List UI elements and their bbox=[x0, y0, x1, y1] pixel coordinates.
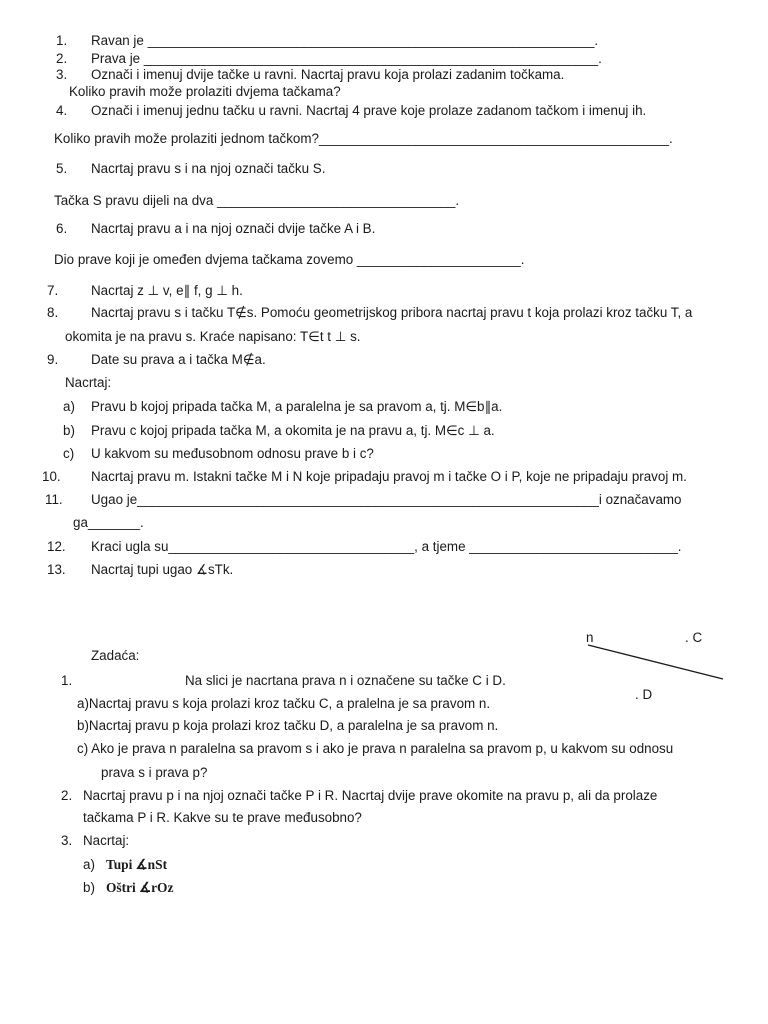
item-9-number: 9. bbox=[47, 352, 59, 367]
item-9c-number: c) bbox=[63, 446, 75, 461]
item-9-instruction: Nacrtaj: bbox=[65, 375, 112, 390]
line-n-figure bbox=[575, 620, 735, 710]
item-8-continuation: okomita je na pravu s. Kraće napisano: T∈t t ⊥ s. bbox=[65, 329, 361, 344]
item-9c-text: U kakvom su međusobnom odnosu prave b i c? bbox=[91, 446, 374, 461]
item-4-text: Označi i imenuj jednu tačku u ravni. Nacrtaj 4 prave koje prolaze zadanom tačkom i imenuj ih. bbox=[91, 103, 647, 118]
hw-1c-text: c) Ako je prava n paralelna sa pravom s i ako je prava n paralelna sa pravom p, u kakvom su odnosu bbox=[77, 741, 674, 756]
hw-1-number: 1. bbox=[61, 673, 73, 688]
item-8-number: 8. bbox=[47, 305, 59, 320]
point-c-label: . C bbox=[685, 630, 703, 645]
item-6-question: Dio prave koji je omeđen dvjema tačkama zovemo ______________________. bbox=[54, 252, 525, 267]
hw-3a-text: Tupi ∡nSt bbox=[106, 857, 168, 872]
item-13-number: 13. bbox=[47, 562, 66, 577]
item-5-question: Tačka S pravu dijeli na dva ________________________________. bbox=[54, 193, 460, 208]
item-1-text: Ravan je ____________________________________________________________. bbox=[91, 33, 599, 48]
item-10-text: Nacrtaj pravu m. Istakni tačke M i N koje pripadaju pravoj m i tačke O i P, koje ne pripadaju pravoj m. bbox=[91, 469, 687, 484]
item-12-text: Kraci ugla su_________________________________, a tjeme ____________________________. bbox=[91, 539, 682, 554]
item-3-text: Označi i imenuj dvije tačke u ravni. Nacrtaj pravu koja prolazi zadanim točkama. bbox=[91, 67, 565, 82]
item-2-text: Prava je _____________________________________________________________. bbox=[91, 51, 602, 66]
item-8-text: Nacrtaj pravu s i tačku T∉s. Pomoću geometrijskog pribora nacrtaj pravu t koja prolazi kroz tačku T, a bbox=[91, 305, 693, 320]
item-9-text: Date su prava a i tačka M∉a. bbox=[91, 352, 266, 367]
hw-2-number: 2. bbox=[61, 788, 73, 803]
item-11-number: 11. bbox=[45, 492, 63, 507]
hw-2-text: Nacrtaj pravu p i na njoj označi tačke P i R. Nacrtaj dvije prave okomite na pravu p, ali da prolaze bbox=[83, 788, 658, 803]
point-d-label: . D bbox=[635, 687, 653, 702]
item-2-number: 2. bbox=[56, 51, 68, 66]
item-5-text: Nacrtaj pravu s i na njoj označi tačku S. bbox=[91, 161, 326, 176]
hw-3-text: Nacrtaj: bbox=[83, 833, 130, 848]
item-3-continuation: Koliko pravih može prolaziti dvjema tačkama? bbox=[69, 84, 341, 99]
item-9a-text: Pravu b kojoj pripada tačka M, a paralelna je sa pravom a, tj. M∈b∥a. bbox=[91, 399, 503, 414]
item-9b-text: Pravu c kojoj pripada tačka M, a okomita je na pravu a, tj. M∈c ⊥ a. bbox=[91, 423, 495, 438]
hw-3b-number: b) bbox=[83, 880, 95, 895]
item-11-text: Ugao je______________________________________________________________i označavamo bbox=[91, 492, 682, 507]
hw-3a-number: a) bbox=[83, 857, 95, 872]
hw-1a-text: a)Nacrtaj pravu s koja prolazi kroz tačku C, a pralelna je sa pravom n. bbox=[77, 696, 491, 711]
item-13-text: Nacrtaj tupi ugao ∡sTk. bbox=[91, 562, 234, 577]
item-11-continuation: ga_______. bbox=[73, 515, 144, 530]
item-1-number: 1. bbox=[56, 33, 68, 48]
line-n bbox=[588, 645, 723, 679]
hw-3b-text: Oštri ∡rOz bbox=[106, 880, 174, 895]
hw-1b-text: b)Nacrtaj pravu p koja prolazi kroz tačku D, a paralelna je sa pravom n. bbox=[77, 718, 499, 733]
item-3-number: 3. bbox=[56, 67, 68, 82]
hw-1c-continuation: prava s i prava p? bbox=[101, 765, 208, 780]
item-7-number: 7. bbox=[47, 283, 59, 298]
item-12-number: 12. bbox=[47, 539, 66, 554]
item-6-text: Nacrtaj pravu a i na njoj označi dvije tačke A i B. bbox=[91, 221, 376, 236]
item-4-question: Koliko pravih može prolaziti jednom tačkom?_______________________________________________. bbox=[54, 131, 673, 146]
homework-title: Zadaća: bbox=[91, 648, 140, 663]
line-n-label: n bbox=[586, 630, 594, 645]
item-9b-number: b) bbox=[63, 423, 75, 438]
item-5-number: 5. bbox=[56, 161, 68, 176]
hw-2-continuation: tačkama P i R. Kakve su te prave međusobno? bbox=[83, 810, 362, 825]
item-9a-number: a) bbox=[63, 399, 75, 414]
item-6-number: 6. bbox=[56, 221, 68, 236]
item-10-number: 10. bbox=[42, 469, 61, 484]
hw-3-number: 3. bbox=[61, 833, 73, 848]
item-4-number: 4. bbox=[56, 103, 68, 118]
hw-1-text: Na slici je nacrtana prava n i označene su tačke C i D. bbox=[185, 673, 506, 688]
item-7-text: Nacrtaj z ⊥ v, e∥ f, g ⊥ h. bbox=[91, 283, 243, 298]
